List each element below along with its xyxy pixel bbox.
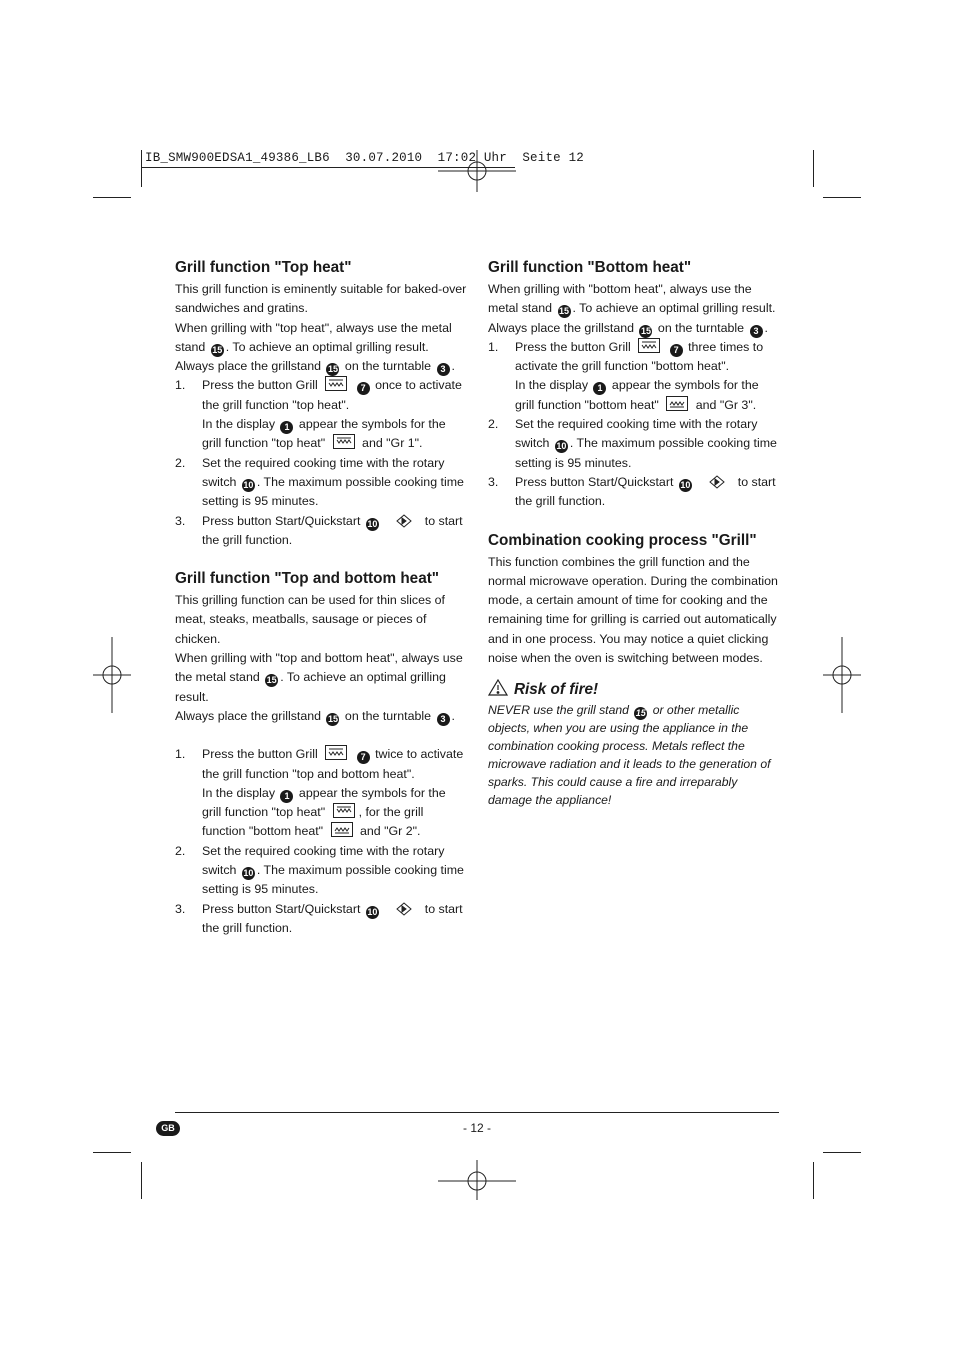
start-icon (396, 514, 412, 528)
top-bottom-steps (175, 745, 467, 938)
warning-heading: Risk of fire! (488, 678, 780, 702)
top-heat-icon (333, 434, 355, 449)
top-bottom-intro: This grilling function can be used for thin slices of meat, steaks, meatballs, sausage or pieces of chicken. (175, 593, 445, 646)
list-item: 1. Press the button Grill 7 twice to activate the grill function "top and bottom heat". In the display 1 appear the symbols for the grill function "top heat" , for the grill function "bottom heat" and "Gr 2". (175, 747, 464, 839)
start-icon (709, 475, 725, 489)
list-item: 3. Press button Start/Quickstart 10 to start the grill function. (175, 513, 463, 547)
top-bottom-stand-note: When grilling with "top and bottom heat", always use the metal stand 15 . To achieve an optimal grilling result. (175, 651, 463, 704)
start-icon (396, 902, 412, 916)
list-item: 1. Press the button Grill 7 once to activate the grill function "top heat". In the display 1 appear the symbols for the grill function "top heat" and "Gr 1". (175, 378, 462, 451)
language-badge: GB (156, 1121, 180, 1136)
list-item: 3. Press button Start/Quickstart 10 to start the grill function. (175, 901, 463, 935)
top-heat-stand-note: When grilling with "top heat", always use the metal stand 15 . To achieve an optimal grilling result. (175, 320, 452, 355)
bottom-heat-steps (488, 338, 780, 512)
top-bottom-turntable-note: Always place the grillstand 15 on the turntable 3 . (175, 708, 455, 724)
heading-combination: Combination cooking process "Grill" (488, 531, 757, 549)
bottom-heat-stand-note: When grilling with "bottom heat", always use the metal stand 15 . To achieve an optimal grilling result. (488, 282, 776, 317)
footer-rule (175, 1112, 779, 1113)
warning-body: NEVER use the grill stand 15 or other metallic objects, when you are using the appliance in the combination cooking process. Metals reflect the microwave radiation and it leads to the generation of sparks. This could cause a fire and irreparably damage the appliance! (488, 703, 771, 807)
list-item: 2. Set the required cooking time with the rotary switch 10 . The maximum possible cooking time setting is 95 minutes. (175, 455, 464, 509)
ref-rotary-switch: 10 (243, 479, 254, 490)
combination-body: This function combines the grill function and the normal microwave operation. During the combination mode, a certain amount of time for cooking and the remaining time for grilling is carried out automatically and in one process. You may notice a quiet clicking noise when the oven is switching between modes. (488, 554, 778, 666)
grill-button-icon (325, 376, 347, 391)
grill-button-icon (325, 745, 347, 760)
list-item: 2. Set the required cooking time with the rotary switch 10 . The maximum possible cooking time setting is 95 minutes. (488, 417, 777, 470)
top-heat-intro: This grill function is eminently suitable for baked-over sandwiches and gratins. (175, 282, 467, 316)
page-number: - 12 - (462, 1121, 491, 1135)
list-item: 2. Set the required cooking time with the rotary switch 10 . The maximum possible cooking time setting is 95 minutes. (175, 843, 464, 897)
list-item: 3. Press button Start/Quickstart 10 to start the grill function. (488, 474, 776, 509)
bottom-heat-icon (331, 822, 353, 837)
bottom-heat-turntable-note: Always place the grillstand 15 on the turntable 3 . (488, 320, 768, 336)
heading-top-bottom-heat: Grill function "Top and bottom heat" (175, 570, 440, 588)
right-column (488, 256, 780, 810)
top-heat-steps (175, 376, 467, 550)
ref-grill-stand: 15 (212, 344, 223, 355)
grill-button-icon (638, 338, 660, 353)
warning-triangle-icon (488, 679, 508, 696)
bottom-heat-icon (666, 396, 688, 411)
heading-top-heat: Grill function "Top heat" (175, 259, 352, 276)
heading-bottom-heat: Grill function "Bottom heat" (488, 259, 692, 276)
list-item: 1. Press the button Grill 7 three times to activate the grill function "bottom heat". In the display 1 appear the symbols for the grill function "bottom heat" and "Gr 3". (488, 339, 764, 412)
top-heat-icon (333, 803, 355, 818)
top-heat-turntable-note: Always place the grillstand 15 on the turntable 3 . (175, 359, 455, 375)
print-slug: IB_SMW900EDSA1_49386_LB6 30.07.2010 17:02 Uhr Seite 12 (145, 151, 584, 165)
left-column (175, 256, 467, 938)
